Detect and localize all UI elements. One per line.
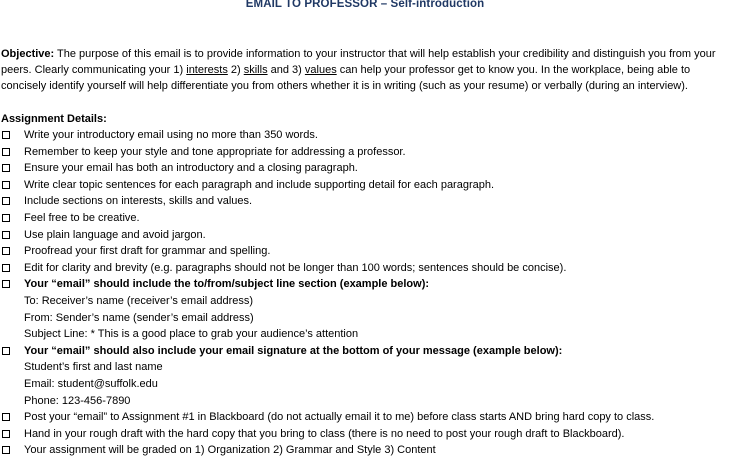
list-item — [0, 276, 728, 293]
checkbox-icon[interactable] — [2, 264, 10, 272]
checkbox-icon[interactable] — [2, 148, 10, 156]
document-title: EMAIL TO PROFESSOR – Self-introduction — [245, 0, 485, 10]
checkbox-icon[interactable] — [2, 247, 10, 255]
list-item-text: Write clear topic sentences for each paragraph and include supporting detail for each paragraph. — [24, 178, 495, 191]
skills-term: skills — [243, 64, 268, 77]
list-item — [0, 260, 728, 277]
list-item-text: Remember to keep your style and tone appropriate for addressing a professor. — [24, 145, 406, 158]
list-item — [0, 210, 728, 227]
list-item — [0, 426, 728, 443]
interests-term: interests — [186, 64, 228, 77]
list-item-text: Feel free to be creative. — [24, 211, 140, 224]
list-item-text: Your “email” should include the to/from/subject line section (example below): — [24, 278, 430, 291]
header-example-subject: Subject Line: * This is a good place to grab your audience’s attention — [24, 328, 359, 341]
list-item — [0, 409, 728, 426]
checkbox-icon[interactable] — [2, 446, 10, 454]
checkbox-icon[interactable] — [2, 197, 10, 205]
signature-example-email: Email: student@suffolk.edu — [24, 377, 158, 390]
list-item — [0, 442, 728, 459]
objective-paragraph — [1, 46, 723, 95]
list-item — [0, 160, 728, 177]
assignment-checklist — [0, 127, 728, 459]
checkbox-icon[interactable] — [2, 231, 10, 239]
list-item — [0, 243, 728, 260]
list-item-text: Proofread your first draft for grammar and spelling. — [24, 245, 271, 258]
list-item-text: Edit for clarity and brevity (e.g. paragraphs should not be longer than 100 words; sentences should be concise). — [24, 261, 567, 274]
list-item-text: Use plain language and avoid jargon. — [24, 228, 206, 241]
list-item-text: Ensure your email has both an introductory and a closing paragraph. — [24, 162, 358, 175]
list-item-text: Your assignment will be graded on 1) Organization 2) Grammar and Style 3) Content — [24, 444, 436, 457]
list-item — [0, 127, 728, 144]
checkbox-icon[interactable] — [2, 413, 10, 421]
signature-example-phone: Phone: 123-456-7890 — [24, 394, 131, 407]
checkbox-icon[interactable] — [2, 131, 10, 139]
signature-example-name: Student’s first and last name — [24, 361, 163, 374]
header-example-from: From: Sender’s name (sender’s email address) — [24, 311, 254, 324]
checkbox-icon[interactable] — [2, 347, 10, 355]
checkbox-icon[interactable] — [2, 214, 10, 222]
list-item — [0, 177, 728, 194]
list-item — [0, 144, 728, 161]
list-item — [0, 227, 728, 244]
objective-text-4: can help your professor get to know you. In the workplace, being able to concisely identify yourself will help differentiate you from others whether it is in writing (such as your resume) or verbally (during an interview). — [1, 64, 691, 93]
checkbox-icon[interactable] — [2, 280, 10, 288]
header-example-to: To: Receiver’s name (receiver’s email address) — [24, 294, 254, 307]
objective-label: Objective: — [1, 48, 55, 60]
checkbox-icon[interactable] — [2, 181, 10, 189]
values-term: values — [304, 64, 337, 77]
list-item-text: Hand in your rough draft with the hard copy that you bring to class (there is no need to post your rough draft to Blackboard). — [24, 427, 625, 440]
objective-text-1: The purpose of this email is to provide information to your instructor that will help establish your credibility and distinguish you from your peers. Clearly communicating your 1) — [1, 48, 716, 77]
list-item-text: Write your introductory email using no more than 350 words. — [24, 129, 318, 141]
list-item — [0, 193, 728, 210]
list-item-text: Post your “email” to Assignment #1 in Blackboard (do not actually email it to me) before class starts AND bring hard copy to class. — [24, 411, 655, 424]
list-item — [0, 343, 728, 360]
list-item-text: Your “email” should also include your email signature at the bottom of your message (example below): — [24, 344, 563, 357]
checkbox-icon[interactable] — [2, 164, 10, 172]
checkbox-icon[interactable] — [2, 430, 10, 438]
objective-text-3: and 3) — [267, 64, 305, 77]
objective-text-2: 2) — [227, 64, 244, 77]
list-item-text: Include sections on interests, skills and values. — [24, 195, 253, 208]
assignment-details-heading: Assignment Details: — [1, 113, 107, 125]
